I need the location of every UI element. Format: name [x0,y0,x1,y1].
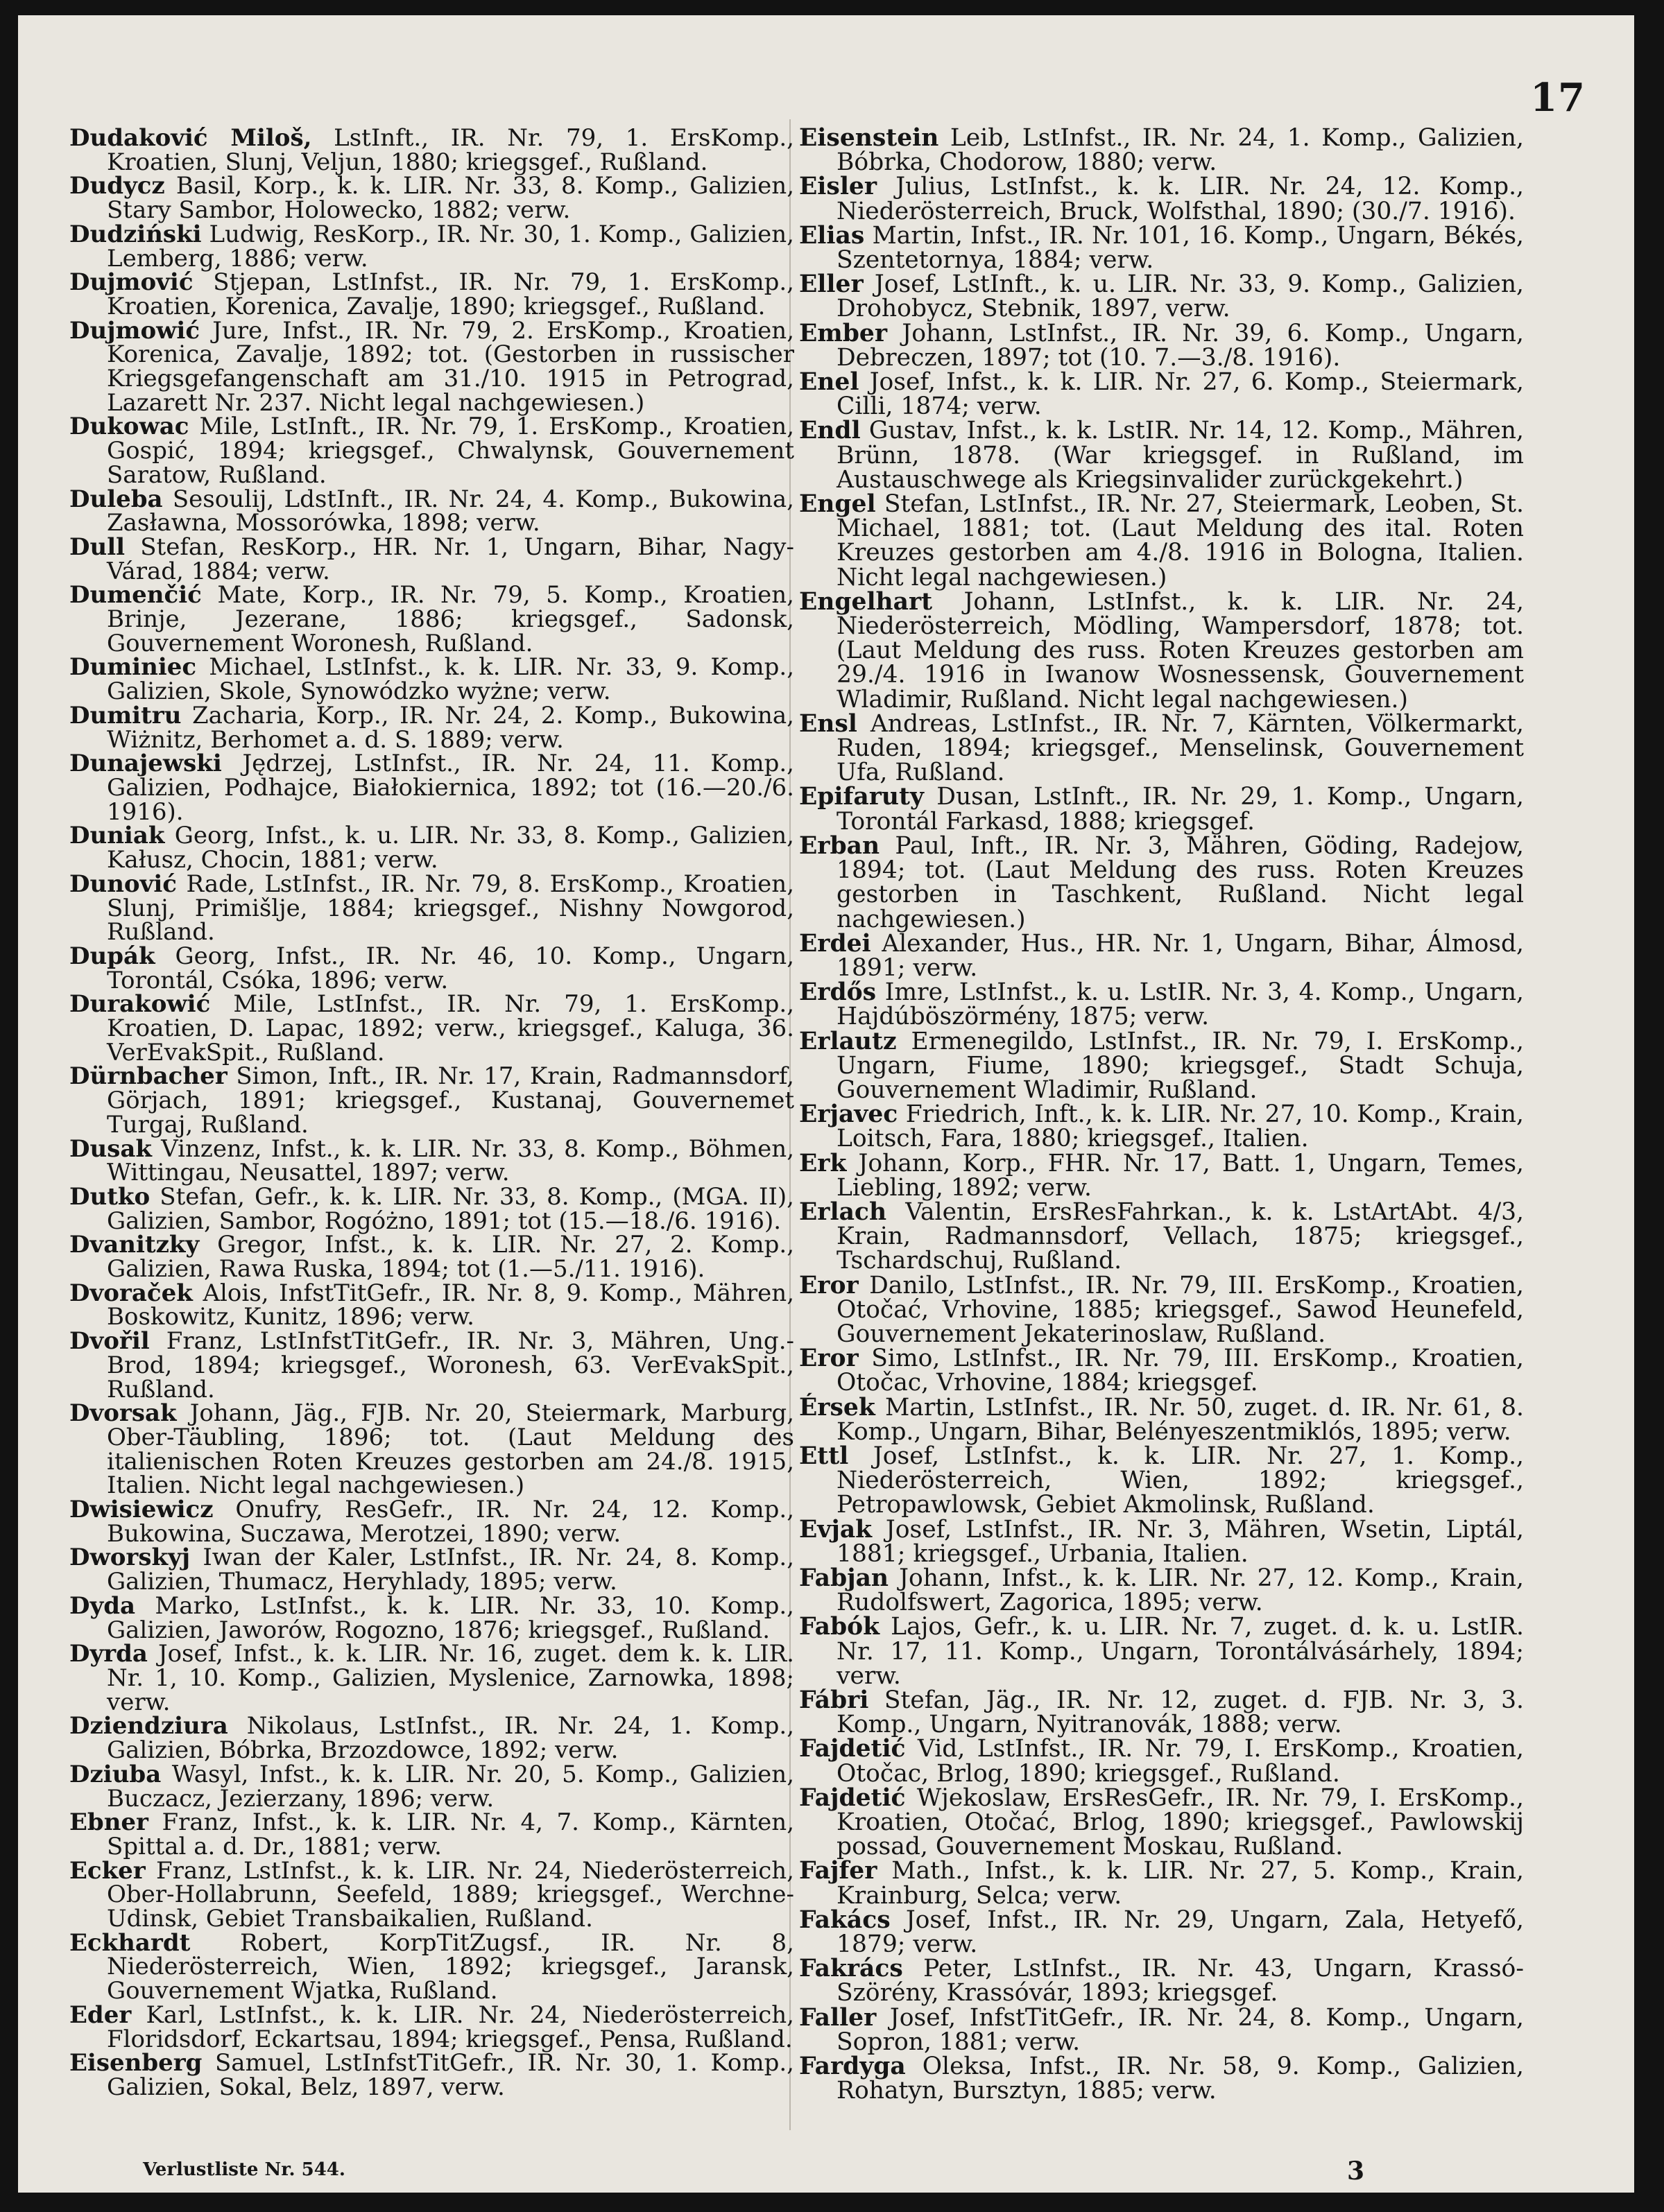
casualty-entry [799,1737,1524,1786]
entry-details: Nikolaus, LstInfst., IR. Nr. 24, 1. Komp., Galizien, Bóbrka, Brzozdowce, 1892; verw. [107,1712,795,1765]
entry-details: Wasyl, Infst., k. k. LIR. Nr. 20, 5. Komp., Galizien, Buczacz, Jezierzany, 1896; verw. [107,1760,795,1813]
entry-details: Gregor, Infst., k. k. LIR. Nr. 27, 2. Komp., Galizien, Rawa Ruska, 1894; tot (1.—5./11. 1916). [107,1231,795,1284]
casualty-entry [69,1642,794,1714]
entry-details: Mile, LstInft., IR. Nr. 79, 1. ErsKomp., Kroatien, Gospić, 1894; kriegsgef., Chwalynsk, Gouvernement Saratow, Rußland. [107,413,794,489]
entry-surname: Faller [799,2003,877,2032]
entry-details: Iwan der Kaler, LstInfst., IR. Nr. 24, 8. Komp., Galizien, Thumacz, Heryhlady, 1895; verw. [107,1544,795,1596]
entry-surname: Dyrda [69,1640,148,1668]
casualty-entry [799,1149,1525,1202]
casualty-entry [799,370,1524,419]
entry-surname: Dudycz [69,172,165,200]
entry-details: Franz, LstInfst., k. k. LIR. Nr. 24, Niederösterreich, Ober-Hollabrunn, Seefeld, 1889; kriegsgef., Werchne-Udinsk, Gebiet Transbaikalien, Rußland. [107,1856,794,1933]
entry-details: Valentin, ErsResFahrkan., k. k. LstArtAbt. 4/3, Krain, Radmannsdorf, Vellach, 1875; kriegsgef., Tschardschuj, Rußland. [837,1198,1524,1275]
entry-surname: Erjavec [799,1100,898,1129]
entry-surname: Durakowić [69,990,211,1019]
entry-surname: Ensl [799,709,857,738]
entry-surname: Fábri [799,1686,869,1714]
entry-surname: Dumenčić [69,581,202,610]
casualty-entry [799,1859,1524,1908]
right-column [799,126,1524,2103]
entry-details: Wjekoslaw, ErsResGefr., IR. Nr. 79, I. ErsKomp., Kroatien, Otočać, Brlog, 1890; kriegsgef., Pawlowskij possad, Gouvernement Moskau, Rußland. [837,1783,1524,1861]
entry-details: Andreas, LstInfst., IR. Nr. 7, Kärnten, Völkermarkt, Ruden, 1894; kriegsgef., Menselinsk, Gouvernement Ufa, Rußland. [837,709,1525,787]
entry-details: Stjepan, LstInfst., IR. Nr. 79, 1. ErsKomp., Kroatien, Korenica, Zavalje, 1890; kriegsgef., Rußland. [107,268,794,320]
entry-details: Josef, LstInft., k. u. LIR. Nr. 33, 9. Komp., Galizien, Drohobycz, Stebnik, 1897, verw. [837,270,1525,323]
entry-details: Basil, Korp., k. k. LIR. Nr. 33, 8. Komp., Galizien, Stary Sambor, Holowecko, 1882; verw. [107,172,794,225]
casualty-entry [69,2051,794,2099]
casualty-entry [799,1444,1524,1518]
casualty-entry [69,1064,794,1137]
casualty-list-page [18,15,1634,2193]
entry-details: Josef, InfstTitGefr., IR. Nr. 24, 8. Komp., Ungarn, Sopron, 1881; verw. [837,2003,1525,2056]
casualty-entry [799,980,1524,1029]
casualty-entry [799,1957,1524,2005]
entry-surname: Evjak [799,1515,873,1544]
entry-surname: Dworskyj [69,1544,191,1572]
entry-surname: Eckhardt [69,1928,191,1957]
entry-details: Johann, Infst., k. k. LIR. Nr. 27, 12. Komp., Krain, Rudolfswert, Zagorica, 1895; verw. [837,1564,1524,1617]
entry-details: Dusan, LstInft., IR. Nr. 29, 1. Komp., Ungarn, Torontál Farkasd, 1888; kriegsgef. [837,783,1524,836]
entry-surname: Duminiec [69,653,197,682]
entry-details: Simo, LstInfst., IR. Nr. 79, III. ErsKomp., Kroatien, Otočac, Vrhovine, 1884; kriegsgef. [837,1345,1524,1397]
casualty-entry [69,172,794,225]
entry-details: Vinzenz, Infst., k. k. LIR. Nr. 33, 8. Komp., Böhmen, Wittingau, Neusattel, 1897; verw. [107,1134,795,1187]
entry-details: Josef, Infst., k. k. LIR. Nr. 16, zuget. dem k. k. LIR. Nr. 1, 10. Komp., Galizien, Myslenice, Zarnowka, 1898; verw. [107,1640,794,1716]
entry-surname: Dvořil [69,1327,150,1356]
entry-details: Johann, LstInfst., k. k. LIR. Nr. 24, Niederösterreich, Mödling, Wampersdorf, 1878; tot. (Laut Meldung des russ. Roten Kreuzes gestorben am 29./4. 1916 in Iwanow Wosnessensk, Gouvernement Wladimir, Rußland. Nicht legal nachgewiesen.) [837,587,1525,714]
entry-details: Vid, LstInfst., IR. Nr. 79, I. ErsKomp., Kroatien, Otočac, Brlog, 1890; kriegsgef., Rußland. [837,1735,1525,1788]
entry-surname: Erdei [799,929,871,958]
casualty-entry [69,1329,794,1401]
casualty-entry [69,992,794,1064]
entry-details: Johann, LstInfst., IR. Nr. 39, 6. Komp., Ungarn, Debreczen, 1897; tot (10. 7.—3./8. 1916). [837,319,1524,372]
casualty-entry [69,1712,795,1765]
casualty-entry [69,583,794,655]
entry-details: Michael, LstInfst., k. k. LIR. Nr. 33, 9. Komp., Galizien, Skole, Synowódzko wyżne; verw. [107,653,794,706]
entry-surname: Epifaruty [799,783,924,811]
entry-surname: Dziuba [69,1760,162,1788]
entry-details: Julius, LstInfst., k. k. LIR. Nr. 24, 12. Komp., Niederösterreich, Bruck, Wolfsthal, 1890; (30./7. 1916). [837,173,1524,225]
entry-surname: Eisenstein [799,124,939,152]
casualty-entry [799,1100,1524,1153]
entry-surname: Eror [799,1345,859,1373]
entry-surname: Dusak [69,1134,152,1163]
entry-details: Mate, Korp., IR. Nr. 79, 5. Komp., Kroatien, Brinje, Jezerane, 1886; kriegsgef., Sadonsk, Gouvernement Woronesh, Rußland. [107,581,794,657]
casualty-entry [69,653,794,706]
entry-details: Franz, LstInfstTitGefr., IR. Nr. 3, Mähren, Ung.-Brod, 1894; kriegsgef., Woronesh, 63. VerEvakSpit., Rußland. [107,1327,794,1403]
casualty-entry [799,270,1525,323]
entry-surname: Ettl [799,1442,849,1470]
casualty-entry [69,944,794,992]
casualty-entry [69,752,794,824]
entry-surname: Ecker [69,1856,146,1885]
entry-details: Alexander, Hus., HR. Nr. 1, Ungarn, Bihar, Álmosd, 1891; verw. [837,929,1525,982]
entry-details: Onufry, ResGefr., IR. Nr. 24, 12. Komp., Bukowina, Suczawa, Merotzei, 1890; verw. [107,1496,794,1548]
entry-surname: Dujmowić [69,316,200,345]
entry-details: Johann, Korp., FHR. Nr. 17, Batt. 1, Ungarn, Temes, Liebling, 1892; verw. [837,1149,1525,1202]
entry-details: Josef, LstInfst., IR. Nr. 3, Mähren, Wsetin, Liptál, 1881; kriegsgef., Urbania, Italien. [837,1515,1525,1568]
entry-details: Jure, Infst., IR. Nr. 79, 2. ErsKomp., Kroatien, Korenica, Zavalje, 1892; tot. (Gestorben in russischer Kriegsgefangenschaft am 31./10. 1915 in Petrograd, Lazarett Nr. 237. Nicht legal nachgewiesen.) [107,316,794,417]
entry-details: Peter, LstInfst., IR. Nr. 43, Ungarn, Krassó-Szörény, Krassóvár, 1893; kriegsgef. [837,1955,1524,2007]
casualty-entry [799,1566,1524,1615]
entry-surname: Dull [69,533,126,561]
entry-surname: Engelhart [799,587,933,616]
entry-details: Danilo, LstInfst., IR. Nr. 79, III. ErsKomp., Kroatien, Otočać, Vrhovine, 1885; kriegsgef., Sawod Heunefeld, Gouvernement Jekaterinoslaw, Rußland. [837,1271,1524,1348]
casualty-entry [799,126,1524,175]
casualty-entry [799,2003,1525,2056]
entry-details: Josef, LstInfst., k. k. LIR. Nr. 27, 1. Komp., Niederösterreich, Wien, 1892; kriegsgef., Petropawlowsk, Gebiet Akmolinsk, Rußland. [837,1442,1525,1519]
casualty-entry [799,221,1524,275]
entry-surname: Erk [799,1149,847,1177]
entry-details: Leib, LstInfst., IR. Nr. 24, 1. Komp., Galizien, Bóbrka, Chodorow, 1880; verw. [837,124,1524,177]
entry-details: LstInft., IR. Nr. 79, 1. ErsKomp., Kroatien, Slunj, Veljun, 1880; kriegsgef., Rußland. [107,124,794,176]
entry-details: Johann, Jäg., FJB. Nr. 20, Steiermark, Marburg, Ober-Täubling, 1896; tot. (Laut Meldung des italienischen Roten Kreuzes gestorben am 24./8. 1915, Italien. Nicht legal nachgewiesen.) [107,1399,795,1500]
entry-surname: Fajfer [799,1857,877,1885]
casualty-entry [799,1688,1524,1737]
casualty-entry [799,1393,1525,1446]
casualty-entry [69,1401,794,1498]
casualty-entry [69,701,794,754]
casualty-entry [799,175,1524,223]
casualty-entry [69,487,794,535]
entry-surname: Duniak [69,822,165,850]
entry-details: Mile, LstInfst., IR. Nr. 79, 1. ErsKomp., Kroatien, D. Lapac, 1892; verw., kriegsgef., Kaluga, 36. VerEvakSpit., Rußland. [107,990,795,1066]
entry-surname: Eror [799,1271,859,1299]
casualty-entry [69,824,794,872]
entry-details: Ludwig, ResKorp., IR. Nr. 30, 1. Komp., Galizien, Lemberg, 1886; verw. [107,220,794,273]
casualty-entry [69,1281,794,1329]
entry-details: Ermenegildo, LstInfst., IR. Nr. 79, I. ErsKomp., Ungarn, Fiume, 1890; kriegsgef., Stadt Schuja, Gouvernement Wladimir, Rußland. [837,1027,1525,1104]
entry-surname: Dudaković Miloš, [69,124,312,152]
casualty-entry [799,1200,1524,1274]
entry-details: Martin, Infst., IR. Nr. 101, 16. Komp., Ungarn, Békés, Szentetornya, 1884; verw. [837,221,1524,275]
casualty-entry [69,415,794,487]
casualty-entry [799,831,1524,933]
entry-surname: Dürnbacher [69,1062,228,1091]
entry-surname: Fabjan [799,1564,889,1592]
entry-surname: Eder [69,2001,132,2029]
casualty-entry [69,1856,794,1933]
entry-surname: Erlach [799,1198,887,1226]
entry-surname: Dvorsak [69,1399,177,1428]
casualty-entry [69,316,794,417]
left-column [69,126,794,2100]
entry-surname: Duleba [69,485,163,513]
casualty-entry [69,126,794,174]
casualty-entry [69,2003,794,2051]
entry-surname: Endl [799,417,861,445]
entry-details: Oleksa, Infst., IR. Nr. 58, 9. Komp., Galizien, Rohatyn, Bursztyn, 1885; verw. [837,2053,1524,2105]
entry-details: Paul, Inft., IR. Nr. 3, Mähren, Göding, Radejow, 1894; tot. (Laut Meldung des russ. Roten Kreuzes gestorben in Taschkent, Rußland. Nicht legal nachgewiesen.) [837,831,1524,933]
entry-surname: Erlautz [799,1027,897,1055]
footer-list-label: Verlustliste Nr. 544. [143,2159,345,2180]
casualty-entry [69,1134,795,1187]
entry-surname: Eisler [799,173,877,201]
casualty-entry [69,1544,795,1596]
casualty-entry [69,220,794,273]
entry-details: Gustav, Infst., k. k. LstIR. Nr. 14, 12. Komp., Mähren, Brünn, 1878. (War kriegsgef. in Rußland, im Austauschwege als Kriegsinvalider zurückgekehrt.) [837,417,1524,494]
casualty-entry [69,535,794,583]
entry-surname: Dwisiewicz [69,1496,214,1524]
entry-details: Marko, LstInfst., k. k. LIR. Nr. 33, 10. Komp., Galizien, Jaworów, Rogozno, 1876; kriegsgef., Rußland. [107,1591,794,1644]
entry-details: Zacharia, Korp., IR. Nr. 24, 2. Komp., Bukowina, Wiżnitz, Berhomet a. d. S. 1889; verw. [107,701,794,754]
entry-surname: Fardyga [799,2053,906,2081]
casualty-entry [799,1908,1524,1957]
casualty-entry [799,709,1525,787]
casualty-entry [69,1591,794,1644]
entry-surname: Dvanitzky [69,1231,200,1259]
casualty-entry [799,1515,1525,1568]
entry-surname: Dunović [69,870,177,898]
entry-details: Sesoulij, LdstInft., IR. Nr. 24, 4. Komp., Bukowina, Zasławna, Mossorówka, 1898; verw. [107,485,794,537]
entry-details: Samuel, LstInfstTitGefr., IR. Nr. 30, 1. Komp., Galizien, Sokal, Belz, 1897, verw. [107,2049,794,2101]
entry-details: Josef, Infst., k. k. LIR. Nr. 27, 6. Komp., Steiermark, Cilli, 1874; verw. [837,368,1524,421]
casualty-entry [799,1027,1525,1104]
casualty-entry [799,2055,1524,2103]
entry-details: Jędrzej, LstInfst., IR. Nr. 24, 11. Komp., Galizien, Podhajce, Białokiernica, 1892; tot (16.—20./6. 1916). [107,750,794,826]
entry-surname: Fabók [799,1613,880,1641]
entry-surname: Eisenberg [69,2049,203,2077]
casualty-entry [799,419,1524,492]
casualty-entry [799,1615,1524,1688]
entry-surname: Ember [799,319,888,347]
casualty-entry [799,1271,1524,1348]
entry-details: Rade, LstInfst., IR. Nr. 79, 8. ErsKomp., Kroatien, Slunj, Primišlje, 1884; kriegsgef., Nishny Nowgorod, Rußland. [107,870,794,947]
entry-surname: Dupák [69,942,155,970]
entry-surname: Eller [799,270,864,299]
entry-surname: Dukowac [69,413,189,441]
entry-surname: Enel [799,368,859,397]
entry-details: Imre, LstInfst., k. u. LstIR. Nr. 3, 4. Komp., Ungarn, Hajdúböszörmény, 1875; verw. [837,978,1525,1031]
casualty-entry [69,1182,794,1235]
casualty-entry [69,270,794,318]
entry-details: Alois, InfstTitGefr., IR. Nr. 8, 9. Komp., Mähren, Boskowitz, Kunitz, 1896; verw. [107,1279,794,1331]
entry-surname: Dutko [69,1182,151,1211]
entry-details: Stefan, Gefr., k. k. LIR. Nr. 33, 8. Komp., (MGA. II), Galizien, Sambor, Rogóżno, 1891; tot (15.—18./6. 1916). [107,1182,794,1235]
footer-signature: 3 [1347,2157,1365,2186]
casualty-entry [69,1498,794,1546]
entry-surname: Dujmović [69,268,194,297]
entry-surname: Engel [799,490,876,519]
entry-details: Stefan, LstInfst., IR. Nr. 27, Steiermark, Leoben, St. Michael, 1881; tot. (Laut Meldung des ital. Roten Kreuzes gestorben am 4./8. 1916 in Bologna, Italien. Nicht legal nachgewiesen.) [837,490,1524,591]
entry-details: Georg, Infst., k. u. LIR. Nr. 33, 8. Komp., Galizien, Kałusz, Chocin, 1881; verw. [107,822,794,874]
casualty-entry [799,319,1524,372]
entry-surname: Érsek [799,1393,875,1422]
casualty-entry [69,1760,795,1813]
entry-details: Martin, LstInfst., IR. Nr. 50, zuget. d. IR. Nr. 61, 8. Komp., Ungarn, Bihar, Belényeszentmiklós, 1895; verw. [837,1393,1525,1446]
entry-surname: Elias [799,221,865,250]
casualty-entry [799,1347,1524,1395]
entry-surname: Dyda [69,1591,136,1620]
casualty-entry [69,1928,794,2005]
entry-details: Friedrich, Inft., k. k. LIR. Nr. 27, 10. Komp., Krain, Loitsch, Fara, 1880; kriegsgef., Italien. [837,1100,1524,1153]
casualty-entry [69,870,794,947]
casualty-entry [69,1231,795,1284]
casualty-entry [799,492,1524,590]
entry-surname: Fakrács [799,1955,903,1983]
entry-surname: Fajdetić [799,1735,906,1763]
entry-surname: Erban [799,831,880,860]
entry-details: Franz, Infst., k. k. LIR. Nr. 4, 7. Komp., Kärnten, Spittal a. d. Dr., 1881; verw. [107,1808,794,1860]
entry-details: Math., Infst., k. k. LIR. Nr. 27, 5. Komp., Krain, Krainburg, Selca; verw. [837,1857,1524,1910]
entry-details: Simon, Inft., IR. Nr. 17, Krain, Radmannsdorf, Görjach, 1891; kriegsgef., Kustanaj, Gouvernemet Turgaj, Rußland. [107,1062,794,1139]
entry-surname: Fakács [799,1906,891,1934]
entry-details: Stefan, Jäg., IR. Nr. 12, zuget. d. FJB. Nr. 3, 3. Komp., Ungarn, Nyitranovák, 1888; verw. [837,1686,1525,1739]
entry-surname: Dudziński [69,220,202,248]
entry-details: Robert, KorpTitZugsf., IR. Nr. 8, Niederösterreich, Wien, 1892; kriegsgef., Jaransk, Gouvernement Wjatka, Rußland. [107,1928,794,2005]
entry-surname: Dumitru [69,701,182,729]
entry-details: Stefan, ResKorp., HR. Nr. 1, Ungarn, Bihar, Nagy-Várad, 1884; verw. [107,533,794,585]
entry-surname: Erdős [799,978,877,1007]
entry-surname: Ebner [69,1808,148,1837]
entry-details: Georg, Infst., IR. Nr. 46, 10. Komp., Ungarn, Torontál, Csóka, 1896; verw. [107,942,795,994]
entry-surname: Dziendziura [69,1712,228,1740]
casualty-entry [799,1783,1524,1861]
casualty-entry [799,587,1525,714]
entry-surname: Dunajewski [69,750,222,778]
casualty-entry [799,783,1524,836]
casualty-entry [799,929,1525,982]
casualty-entry [69,1808,794,1860]
entry-surname: Dvoraček [69,1279,193,1307]
entry-details: Karl, LstInfst., k. k. LIR. Nr. 24, Niederösterreich, Floridsdorf, Eckartsau, 1894; kriegsgef., Pensa, Rußland. [107,2001,794,2053]
page-number: 17 [1530,75,1586,121]
entry-details: Lajos, Gefr., k. u. LIR. Nr. 7, zuget. d. k. u. LstIR. Nr. 17, 11. Komp., Ungarn, Torontálvásárhely, 1894; verw. [837,1613,1524,1690]
entry-surname: Fajdetić [799,1783,906,1812]
entry-details: Josef, Infst., IR. Nr. 29, Ungarn, Zala, Hetyefő, 1879; verw. [837,1906,1524,1959]
